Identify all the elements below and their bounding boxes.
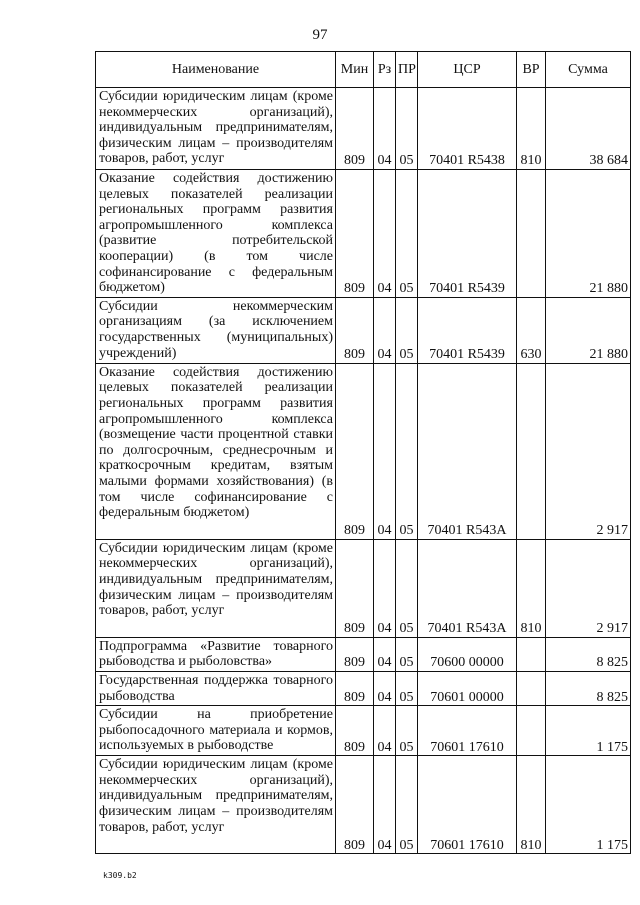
row-csr: 70600 00000 xyxy=(418,637,517,671)
row-pr: 05 xyxy=(396,706,418,756)
table-row xyxy=(96,170,631,298)
row-pr: 05 xyxy=(396,88,418,170)
row-min: 809 xyxy=(336,706,374,756)
row-csr: 70401 R543A xyxy=(418,363,517,539)
row-min: 809 xyxy=(336,671,374,705)
header-name: Наименование xyxy=(96,52,336,88)
row-name: Субсидии юридическим лицам (кроме некоммерческих организаций), индивидуальным предпринимателям, физическим лицам – производителям товаров, работ, услуг xyxy=(96,88,336,170)
row-sum: 2 917 xyxy=(546,539,631,637)
row-vr: 810 xyxy=(517,756,546,854)
row-name: Субсидии юридическим лицам (кроме некоммерческих организаций), индивидуальным предпринимателям, физическим лицам – производителям товаров, работ, услуг xyxy=(96,539,336,637)
row-csr: 70601 00000 xyxy=(418,671,517,705)
row-vr xyxy=(517,363,546,539)
row-rz: 04 xyxy=(374,170,396,298)
row-csr: 70601 17610 xyxy=(418,756,517,854)
row-name: Оказание содействия достижению целевых показателей реализации региональных программ развития агропромышленного комплекса (возмещение части процентной ставки по долгосрочным, среднесрочным и краткосрочным кредитам, взятым малыми формами хозяйствования) (в том числе софинансирование с федеральным бюджетом) xyxy=(96,363,336,539)
row-sum: 21 880 xyxy=(546,297,631,363)
row-pr: 05 xyxy=(396,170,418,298)
row-csr: 70601 17610 xyxy=(418,706,517,756)
row-min: 809 xyxy=(336,539,374,637)
row-sum: 2 917 xyxy=(546,363,631,539)
row-rz: 04 xyxy=(374,297,396,363)
row-rz: 04 xyxy=(374,706,396,756)
row-sum: 21 880 xyxy=(546,170,631,298)
row-pr: 05 xyxy=(396,671,418,705)
row-vr: 810 xyxy=(517,88,546,170)
row-name: Подпрограмма «Развитие товарного рыбоводства и рыболовства» xyxy=(96,637,336,671)
row-sum: 38 684 xyxy=(546,88,631,170)
footer-document-code: k309.b2 xyxy=(103,871,137,880)
row-min: 809 xyxy=(336,756,374,854)
table-row xyxy=(96,756,631,854)
row-rz: 04 xyxy=(374,88,396,170)
row-csr: 70401 R5438 xyxy=(418,88,517,170)
page-number: 97 xyxy=(312,27,328,43)
row-min: 809 xyxy=(336,297,374,363)
row-pr: 05 xyxy=(396,539,418,637)
row-sum: 1 175 xyxy=(546,706,631,756)
row-sum: 8 825 xyxy=(546,637,631,671)
row-rz: 04 xyxy=(374,539,396,637)
table-row xyxy=(96,88,631,170)
row-name: Субсидии некоммерческим организациям (за исключением государственных (муниципальных) учреждений) xyxy=(96,297,336,363)
header-pr: ПР xyxy=(396,52,418,88)
row-min: 809 xyxy=(336,637,374,671)
row-min: 809 xyxy=(336,363,374,539)
row-vr: 630 xyxy=(517,297,546,363)
header-min: Мин xyxy=(336,52,374,88)
row-pr: 05 xyxy=(396,637,418,671)
header-vr: ВР xyxy=(517,52,546,88)
row-vr xyxy=(517,671,546,705)
row-pr: 05 xyxy=(396,297,418,363)
budget-table xyxy=(95,51,631,854)
row-name: Государственная поддержка товарного рыбоводства xyxy=(96,671,336,705)
row-pr: 05 xyxy=(396,363,418,539)
row-vr xyxy=(517,637,546,671)
table-row xyxy=(96,539,631,637)
table-header-row xyxy=(96,52,631,88)
row-rz: 04 xyxy=(374,637,396,671)
row-rz: 04 xyxy=(374,671,396,705)
row-pr: 05 xyxy=(396,756,418,854)
row-vr xyxy=(517,706,546,756)
row-csr: 70401 R5439 xyxy=(418,170,517,298)
row-vr: 810 xyxy=(517,539,546,637)
table-row xyxy=(96,637,631,671)
table-row xyxy=(96,671,631,705)
header-rz: Рз xyxy=(374,52,396,88)
row-sum: 8 825 xyxy=(546,671,631,705)
row-min: 809 xyxy=(336,170,374,298)
row-rz: 04 xyxy=(374,363,396,539)
row-rz: 04 xyxy=(374,756,396,854)
row-name: Субсидии на приобретение рыбопосадочного материала и кормов, используемых в рыбоводстве xyxy=(96,706,336,756)
table-row xyxy=(96,706,631,756)
row-csr: 70401 R543A xyxy=(418,539,517,637)
header-csr: ЦСР xyxy=(418,52,517,88)
row-min: 809 xyxy=(336,88,374,170)
header-sum: Сумма xyxy=(546,52,631,88)
row-csr: 70401 R5439 xyxy=(418,297,517,363)
row-name: Оказание содействия достижению целевых показателей реализации региональных программ развития агропромышленного комплекса (развитие потребительской кооперации) (в том числе софинансирование с федеральным бюджетом) xyxy=(96,170,336,298)
row-name: Субсидии юридическим лицам (кроме некоммерческих организаций), индивидуальным предпринимателям, физическим лицам – производителям товаров, работ, услуг xyxy=(96,756,336,854)
table-row xyxy=(96,363,631,539)
row-vr xyxy=(517,170,546,298)
row-sum: 1 175 xyxy=(546,756,631,854)
table-row xyxy=(96,297,631,363)
